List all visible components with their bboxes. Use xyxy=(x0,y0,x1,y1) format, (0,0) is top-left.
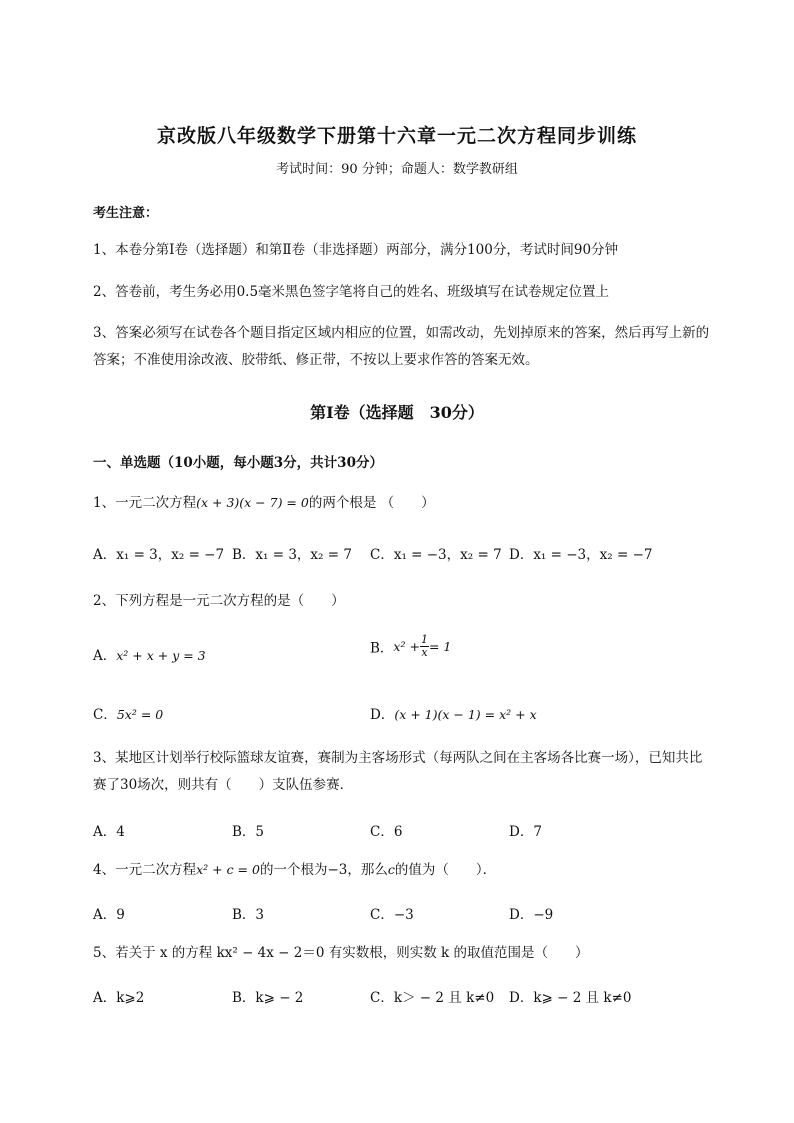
question-2-option-d xyxy=(370,703,537,723)
question-4-option-a: A．9 xyxy=(93,907,125,923)
question-1-text-post: 的两个根是 （ ） xyxy=(308,495,435,511)
question-3-option-a: A．4 xyxy=(93,824,125,840)
option-c-label: C． xyxy=(93,707,117,723)
question-2-option-c xyxy=(93,703,163,723)
question-1-option-a: A．x₁ = 3，x₂ = −7 xyxy=(93,547,225,563)
question-5-option-c: C．k＞ − 2 且 k≠0 xyxy=(370,990,495,1006)
option-c-equation: 5x² = 0 xyxy=(116,707,164,722)
question-4-stem xyxy=(93,856,713,884)
part-title: 一、单选题（10小题，每小题3分，共计30分） xyxy=(93,455,383,471)
question-2-option-a xyxy=(93,644,206,664)
question-4-text-pre: 4、一元二次方程 xyxy=(93,862,197,878)
option-d-label: D． xyxy=(370,707,395,723)
question-4-equation: x² + c = 0 xyxy=(196,862,260,877)
question-3-option-d: D．7 xyxy=(509,824,542,840)
option-d-equation: (x + 1)(x − 1) = x² + x xyxy=(394,707,537,722)
notice-item-3: 3、答案必须写在试卷各个题目指定区域内相应的位置，如需改动，先划掉原来的答案，然后再写上新的答案；不准使用涂改液、胶带纸、修正带，不按以上要求作答的答案无效。 xyxy=(93,325,710,368)
option-b-equation-pre: x² + xyxy=(393,639,420,654)
question-1-stem xyxy=(93,489,713,517)
question-1-option-c: C．x₁ = −3，x₂ = 7 xyxy=(370,547,502,563)
exam-subtitle: 考试时间：90 分钟；命题人：数学教研组 xyxy=(276,162,518,177)
notice-item-2: 2、答卷前，考生务必用0.5毫米黑色签字笔将自己的姓名、班级填写在试卷规定位置上 xyxy=(93,284,610,300)
question-2-stem: 2、下列方程是一元二次方程的是（ ） xyxy=(93,593,345,609)
question-5-option-d: D．k⩾ − 2 且 k≠0 xyxy=(509,990,632,1006)
question-3-stem: 3、某地区计划举行校际篮球友谊赛，赛制为主客场形式（每两队之间在主客场各比赛一场），已知共比赛了30场次，则共有（ ）支队伍参赛． xyxy=(93,750,703,793)
fraction-numerator: 1 xyxy=(420,633,428,646)
question-3-option-c: C．6 xyxy=(370,824,403,840)
question-3-option-b: B．5 xyxy=(232,824,265,840)
section-title: 第Ⅰ卷（选择题 30分） xyxy=(310,403,484,422)
option-a-label: A． xyxy=(93,648,117,664)
notice-heading: 考生注意： xyxy=(93,206,159,221)
question-5-option-b: B．k⩾ − 2 xyxy=(232,990,304,1006)
question-1-equation: (x + 3)(x − 7) = 0 xyxy=(196,495,309,510)
exam-title: 京改版八年级数学下册第十六章一元二次方程同步训练 xyxy=(156,125,637,147)
option-b-fraction xyxy=(420,634,429,659)
option-b-equation-post: = 1 xyxy=(428,639,452,654)
question-4-text-mid: 的一个根为−3，那么 xyxy=(259,862,388,878)
question-4-option-c: C．−3 xyxy=(370,907,414,923)
question-4-text-post: 的值为（ ）． xyxy=(394,862,497,878)
question-1-text-pre: 1、一元二次方程 xyxy=(93,495,197,511)
question-4-option-b: B．3 xyxy=(232,907,265,923)
question-5-option-a: A．k⩾2 xyxy=(93,990,145,1006)
option-a-equation: x² + x + y = 3 xyxy=(116,648,206,663)
question-2-option-b xyxy=(370,634,451,659)
question-4-variable: c xyxy=(387,862,395,877)
question-5-stem: 5、若关于 x 的方程 kx² − 4x − 2＝0 有实数根，则实数 k 的取值范围是（ ） xyxy=(93,945,589,961)
option-b-label: B． xyxy=(370,640,394,657)
question-1-option-d: D．x₁ = −3，x₂ = −7 xyxy=(509,547,653,563)
notice-item-1: 1、本卷分第Ⅰ卷（选择题）和第Ⅱ卷（非选择题）两部分，满分100分，考试时间90分钟 xyxy=(93,242,619,258)
question-1-option-b: B．x₁ = 3，x₂ = 7 xyxy=(232,547,352,563)
fraction-denominator: x xyxy=(421,646,428,659)
question-4-option-d: D．−9 xyxy=(509,907,554,923)
